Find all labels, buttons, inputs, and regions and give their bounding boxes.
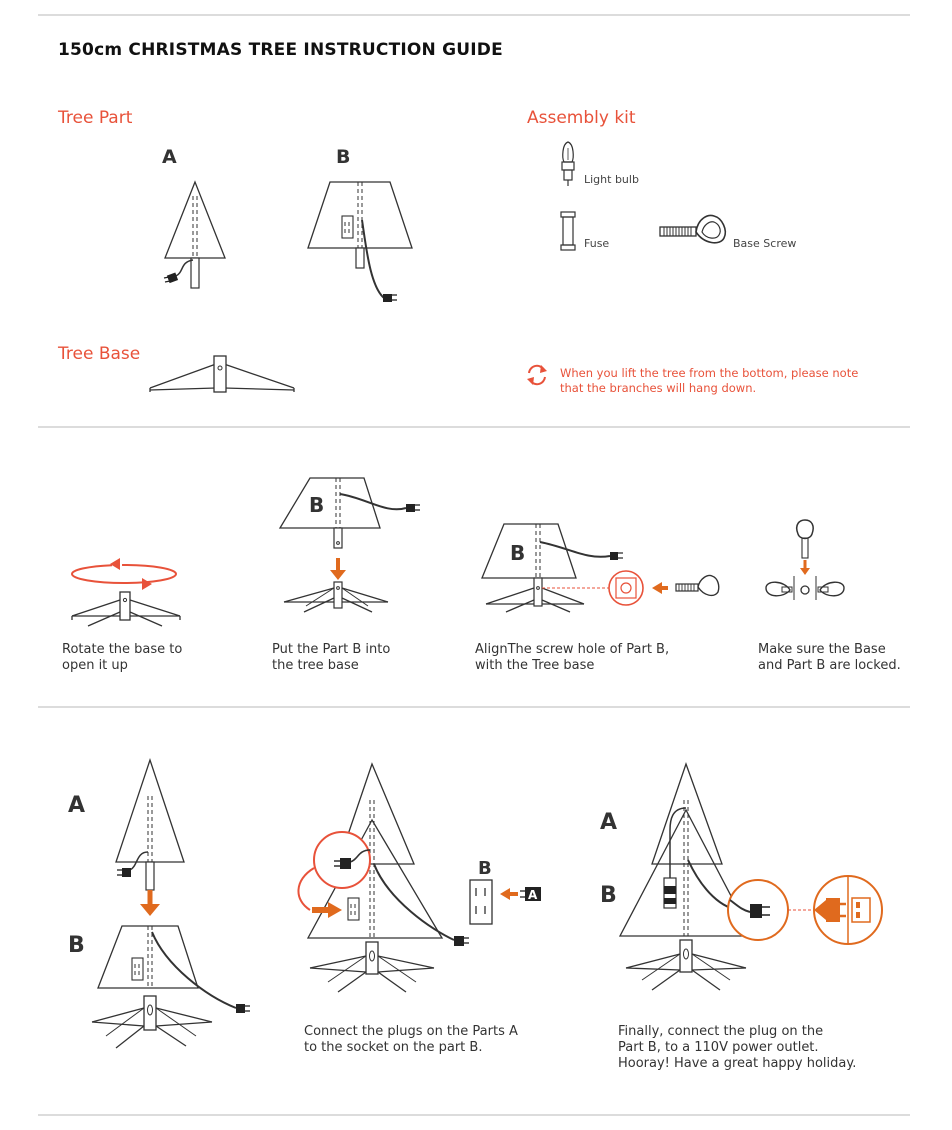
fuse-label: Fuse — [584, 237, 610, 250]
part-a-letter: A — [162, 146, 177, 168]
rule-1 — [38, 426, 910, 428]
svg-text:B: B — [478, 858, 492, 879]
part-a-illustration — [150, 176, 240, 296]
svg-text:A: A — [528, 888, 538, 902]
svg-text:B: B — [309, 493, 325, 517]
assembly-kit-heading: Assembly kit — [527, 108, 636, 128]
svg-text:B: B — [510, 541, 526, 565]
tree-base-illustration — [140, 352, 300, 402]
final-a-letter: A — [600, 810, 618, 835]
tree-part-heading: Tree Part — [58, 108, 133, 128]
step-rotate-base-illustration — [62, 556, 192, 632]
step-2-line-1: Put the Part B into — [272, 642, 391, 657]
light-bulb-label: Light bulb — [584, 173, 639, 186]
step-1-line-1: Rotate the base to — [62, 642, 183, 657]
step-3-caption — [475, 642, 669, 674]
light-bulb-icon — [556, 140, 580, 190]
lift-note — [560, 366, 858, 396]
page-title: 150cm CHRISTMAS TREE INSTRUCTION GUIDE — [58, 40, 503, 60]
step-insert-part-b-illustration — [276, 474, 436, 624]
step-1-line-2: open it up — [62, 658, 128, 673]
step-6-line-2: Part B, to a 110V power outlet. — [618, 1040, 819, 1055]
step-6-line-1: Finally, connect the plug on the — [618, 1024, 824, 1039]
final-b-letter: B — [600, 883, 617, 908]
step-connect-plugs-illustration — [292, 760, 552, 1000]
step-2-line-2: the tree base — [272, 658, 359, 673]
top-rule — [38, 14, 910, 16]
step-align-screw-illustration — [480, 520, 720, 620]
step-5-line-1: Connect the plugs on the Parts A — [304, 1024, 518, 1039]
tree-base-heading: Tree Base — [58, 344, 141, 364]
step-3-line-2: with the Tree base — [475, 658, 595, 673]
step-5-line-2: to the socket on the part B. — [304, 1040, 483, 1055]
lift-note-line-1: When you lift the tree from the bottom, please note — [560, 366, 859, 380]
base-screw-label: Base Screw — [733, 237, 797, 250]
step-6-line-3: Hooray! Have a great happy holiday. — [618, 1056, 857, 1071]
step-1-caption — [62, 642, 182, 674]
step-4-caption — [758, 642, 901, 674]
step-4-line-2: and Part B are locked. — [758, 658, 901, 673]
step-2-caption — [272, 642, 390, 674]
step-6-caption — [618, 1024, 856, 1072]
step-4-line-1: Make sure the Base — [758, 642, 886, 657]
rotate-icon — [524, 362, 550, 388]
step-3-line-1: AlignThe screw hole of Part B, — [475, 642, 670, 657]
assembly-a-letter: A — [68, 793, 86, 818]
step-locked-illustration — [760, 520, 850, 610]
rule-3 — [38, 1114, 910, 1116]
part-b-letter: B — [336, 146, 351, 168]
step-stack-part-a-illustration — [86, 756, 266, 1056]
lift-note-line-2: that the branches will hang down. — [560, 381, 757, 395]
rule-2 — [38, 706, 910, 708]
step-5-caption — [304, 1024, 518, 1056]
base-screw-icon — [656, 212, 728, 252]
part-b-illustration — [300, 176, 420, 316]
step-power-outlet-illustration — [612, 760, 892, 1000]
fuse-icon — [556, 210, 580, 252]
assembly-b-letter: B — [68, 933, 85, 958]
